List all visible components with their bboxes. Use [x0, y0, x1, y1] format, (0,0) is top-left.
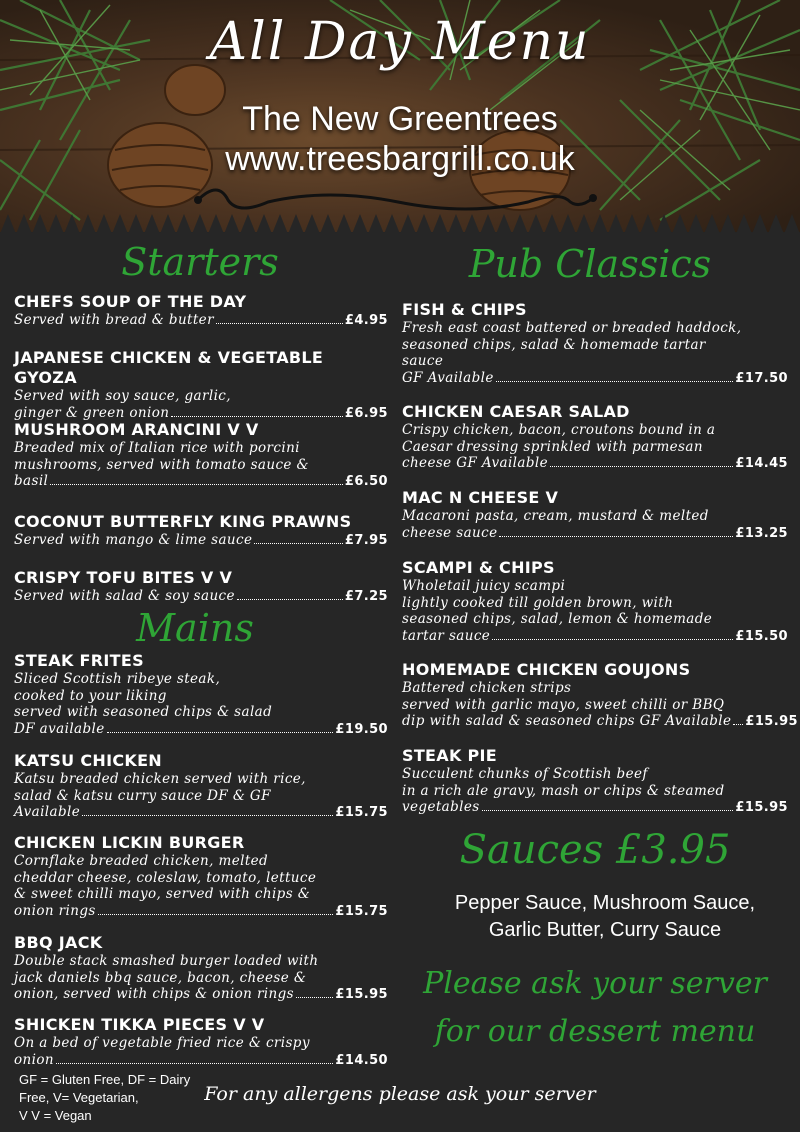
menu-item — [14, 1015, 388, 1069]
item-description: served with garlic mayo, sweet chilli or BBQ — [402, 696, 725, 713]
item-description: & sweet chilli mayo, served with chips & — [14, 886, 311, 902]
item-name: MUSHROOM ARANCINI V V — [14, 420, 259, 439]
item-description: Crispy chicken, bacon, croutons bound in a — [402, 422, 716, 438]
item-description: Battered chicken strips — [402, 680, 572, 696]
item-description: Cornflake breaded chicken, melted — [14, 853, 269, 869]
pub-classics-title: Pub Classics — [468, 242, 712, 286]
item-price-line — [14, 903, 388, 921]
key-line: Free, V= Vegetarian, — [19, 1090, 139, 1105]
item-price: £19.50 — [335, 721, 388, 737]
dot-leader — [50, 484, 343, 485]
item-description: served with seasoned chips & salad — [14, 704, 273, 720]
item-price-line — [14, 1052, 388, 1070]
item-name: SCAMPI & CHIPS — [402, 558, 555, 577]
item-price-line — [402, 799, 788, 817]
menu-title: All Day Menu — [209, 12, 591, 72]
item-price-line — [14, 312, 388, 330]
item-price: £14.50 — [335, 1052, 388, 1068]
sauce-line: Garlic Butter, Curry Sauce — [488, 919, 722, 941]
menu-item — [402, 558, 788, 645]
menu-item — [14, 512, 388, 550]
item-description: jack daniels bbq sauce, bacon, cheese & — [14, 969, 307, 986]
item-description: cheddar cheese, coleslaw, tomato, lettuce — [14, 869, 317, 886]
dot-leader — [733, 724, 743, 725]
item-description: basil — [14, 473, 49, 489]
item-description: Served with soy sauce, garlic, — [14, 388, 231, 404]
item-name: CHICKEN CAESAR SALAD — [402, 402, 630, 421]
item-description: cheese GF Available — [402, 455, 548, 471]
item-description: Served with bread & butter — [14, 312, 214, 328]
item-description: dip with salad & seasoned chips GF Available — [402, 713, 732, 729]
key-line: GF = Gluten Free, DF = Dairy — [19, 1072, 191, 1087]
item-description: salad & katsu curry sauce DF & GF — [14, 787, 271, 804]
item-description: DF available — [14, 720, 105, 737]
item-description: Served with mango & lime sauce — [14, 532, 253, 548]
item-name: JAPANESE CHICKEN & VEGETABLE GYOZA — [14, 348, 324, 387]
menu-item — [402, 746, 788, 817]
item-name: CHEFS SOUP OF THE DAY — [14, 292, 247, 311]
item-price-line — [402, 525, 788, 543]
item-description: seasoned chips, salad, lemon & homemade — [402, 611, 713, 627]
dot-leader — [482, 810, 734, 811]
dessert-line: for our dessert menu — [434, 1014, 756, 1049]
item-description: Served with salad & soy sauce — [14, 588, 235, 604]
menu-item — [14, 420, 388, 491]
venue-name: The New Greentrees — [242, 100, 558, 138]
item-price-line — [14, 721, 388, 739]
item-description: tartar sauce — [402, 627, 491, 644]
menu-item — [402, 402, 788, 473]
menu-item — [14, 348, 388, 422]
item-description: Succulent chunks of Scottish beef — [402, 766, 648, 782]
menu-item — [402, 660, 798, 731]
item-price: £6.95 — [344, 405, 388, 421]
menu-item — [14, 751, 388, 822]
item-price: £13.25 — [735, 525, 788, 541]
item-description: Macaroni pasta, cream, mustard & melted — [402, 508, 709, 524]
item-price: £15.75 — [335, 903, 388, 919]
item-price: £7.25 — [344, 589, 388, 604]
item-description: cooked to your liking — [14, 687, 167, 704]
item-price: £17.50 — [735, 370, 788, 386]
sauce-list — [430, 890, 780, 944]
sauces-title: Sauces £3.95 — [459, 827, 731, 873]
menu-item — [14, 651, 388, 738]
dot-leader — [254, 543, 342, 544]
menu-item — [14, 292, 388, 330]
item-description: onion, served with chips & onion rings — [14, 986, 294, 1002]
item-price-line — [402, 628, 788, 646]
mains-title: Mains — [136, 606, 254, 650]
item-price: £15.95 — [335, 987, 388, 1002]
item-description: Available — [14, 804, 81, 820]
item-name: FISH & CHIPS — [402, 300, 527, 319]
item-description: ginger & green onion — [14, 404, 170, 421]
item-name: STEAK FRITES — [14, 651, 144, 670]
menu-item — [14, 833, 388, 920]
item-name: CHICKEN LICKIN BURGER — [14, 833, 245, 852]
item-price-line — [402, 713, 798, 731]
starters-title: Starters — [121, 240, 279, 284]
item-description: Wholetail juicy scampi — [402, 578, 566, 594]
item-description: seasoned chips, salad & homemade tartar — [402, 336, 706, 353]
dessert-note — [410, 960, 780, 1056]
item-name: COCONUT BUTTERFLY KING PRAWNS — [14, 512, 352, 531]
item-name: KATSU CHICKEN — [14, 751, 162, 770]
item-name: STEAK PIE — [402, 746, 498, 765]
item-name: BBQ JACK — [14, 933, 103, 952]
item-description: lightly cooked till golden brown, with — [402, 594, 674, 611]
item-description: mushrooms, served with tomato sauce & — [14, 456, 309, 473]
menu-item — [14, 933, 388, 1004]
item-price: £15.95 — [745, 714, 798, 729]
item-price: £7.95 — [344, 533, 388, 548]
item-description: cheese sauce — [402, 524, 498, 541]
item-price: £15.50 — [735, 628, 788, 644]
item-description: onion rings — [14, 902, 96, 919]
serrated-edge — [0, 210, 800, 234]
item-description: GF Available — [402, 369, 494, 386]
item-description: sauce — [402, 353, 444, 369]
item-name: SHICKEN TIKKA PIECES V V — [14, 1015, 265, 1034]
item-name: MAC N CHEESE V — [402, 488, 559, 507]
dot-leader — [492, 639, 733, 640]
dot-leader — [98, 914, 334, 915]
dot-leader — [107, 732, 334, 733]
item-price: £15.95 — [735, 800, 788, 815]
dot-leader — [171, 416, 343, 417]
item-description: On a bed of vegetable fried rice & crispy — [14, 1035, 310, 1051]
dot-leader — [56, 1063, 333, 1064]
item-description: Fresh east coast battered or breaded haddock, — [402, 320, 742, 336]
item-description: Double stack smashed burger loaded with — [14, 953, 319, 969]
item-price-line — [402, 455, 788, 473]
item-price-line — [14, 532, 388, 550]
item-description: Sliced Scottish ribeye steak, — [14, 671, 221, 687]
item-price-line — [14, 473, 388, 491]
menu-item — [14, 568, 388, 606]
item-description: onion — [14, 1051, 54, 1068]
item-description: Katsu breaded chicken served with rice, — [14, 771, 306, 787]
dot-leader — [499, 536, 733, 537]
item-description: Caesar dressing sprinkled with parmesan — [402, 438, 703, 455]
dot-leader — [296, 997, 333, 998]
item-price: £4.95 — [344, 313, 388, 328]
website-url[interactable]: www.treesbargrill.co.uk — [225, 140, 575, 178]
menu-item — [402, 488, 788, 542]
item-description: in a rich ale gravy, mash or chips & steamed — [402, 782, 725, 799]
dot-leader — [237, 599, 343, 600]
item-price-line — [14, 588, 388, 606]
item-price: £15.75 — [335, 805, 388, 820]
item-description: Breaded mix of Italian rice with porcini — [14, 440, 300, 456]
dot-leader — [82, 815, 333, 816]
dietary-key — [19, 1071, 219, 1125]
item-name: CRISPY TOFU BITES V V — [14, 568, 233, 587]
item-price-line — [402, 370, 788, 388]
menu-item — [402, 300, 788, 387]
item-description: vegetables — [402, 799, 480, 815]
key-line: V V = Vegan — [19, 1108, 92, 1123]
item-price: £14.45 — [735, 456, 788, 471]
item-name: HOMEMADE CHICKEN GOUJONS — [402, 660, 691, 679]
dot-leader — [550, 466, 733, 467]
header-banner — [0, 0, 800, 232]
item-price-line — [14, 986, 388, 1004]
sauce-line: Pepper Sauce, Mushroom Sauce, — [454, 892, 756, 914]
item-price: £6.50 — [344, 474, 388, 489]
dot-leader — [496, 381, 734, 382]
allergen-note: For any allergens please ask your server — [204, 1083, 596, 1105]
item-price-line — [14, 804, 388, 822]
dot-leader — [216, 323, 343, 324]
dessert-line: Please ask your server — [423, 966, 767, 1001]
